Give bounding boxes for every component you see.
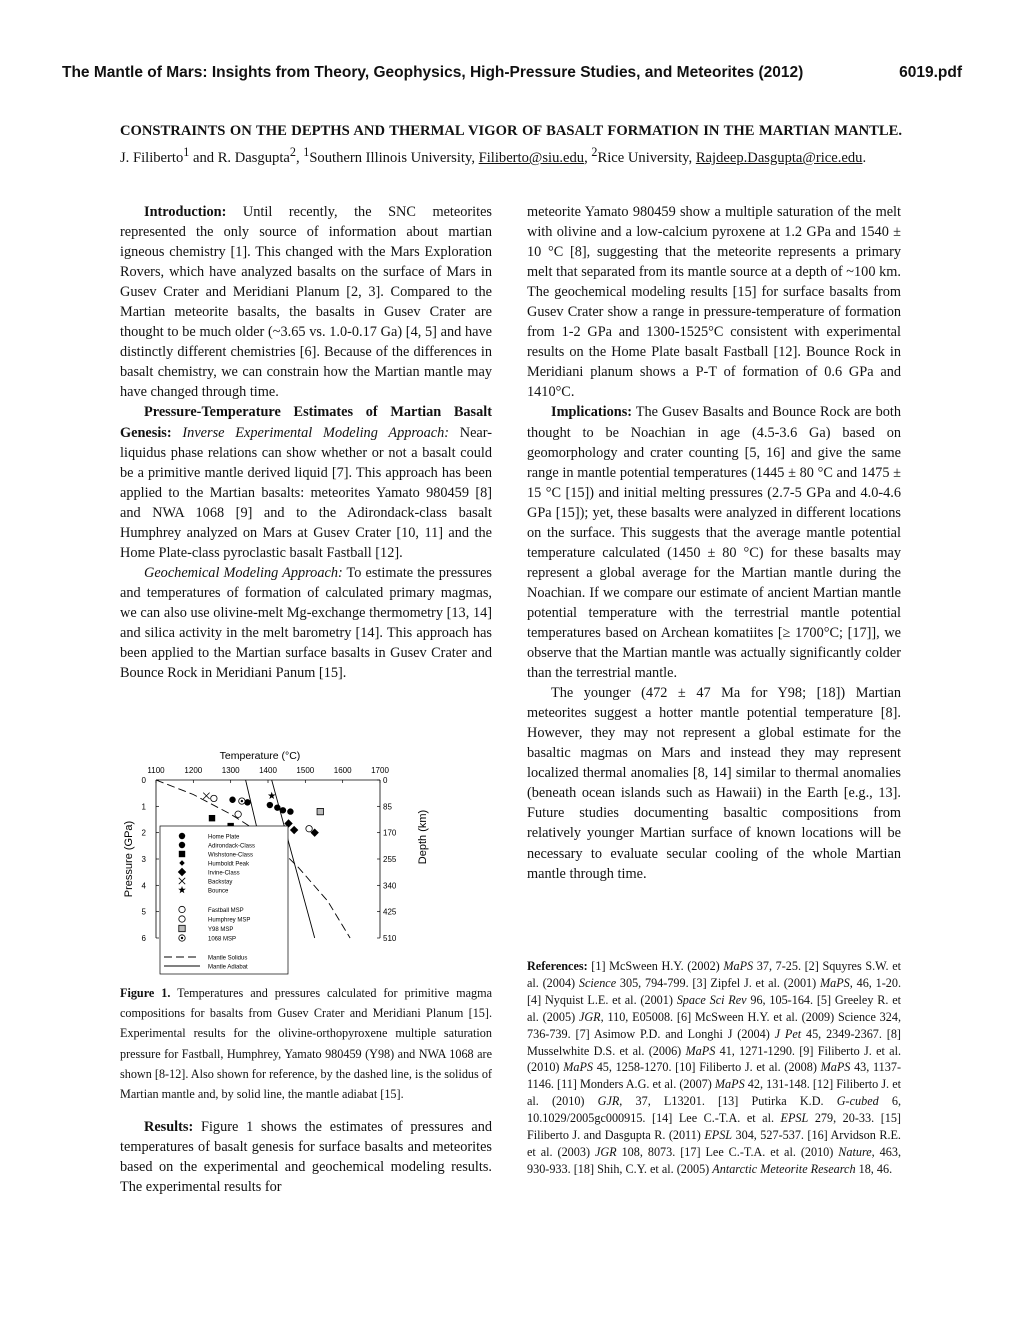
page-header xyxy=(62,64,962,82)
x-axis-title: Temperature (°C) xyxy=(219,750,301,762)
author2-sup: 2 xyxy=(289,145,296,159)
implications-text: The Gusev Basalts and Bounce Rock are both thought to be Noachian in age (4.5-3.6 Ga) based on geomorphology and crater counting [5, 16] and give the same range in mantle potential temperatures (1445 ± 80 °C and 1475 ± 15 °C [15]) and initial melting pressures (2.7-5 GPa and 4.0-4.6 GPa [15]); yet, these basalts were analyzed in different locations on the surface. This suggests that the average mantle potential temperature calculated (1450 ± 80 °C) for these basalts may represent a global average for the Martian mantle during the Noachian. If we compare our estimate of ancient Martian mantle potential temperature with the terrestrial mantle potential temperatures based on Archean komatiites [≥ 1700°C; [17]], we observe that the Martian mantle was actually significantly colder than the terrestrial mantle. xyxy=(527,404,901,682)
x-tick-label: 1600 xyxy=(333,766,352,775)
legend-label: Wishstone-Class xyxy=(208,852,254,859)
right-column xyxy=(527,202,901,884)
ref-journal: JGR, xyxy=(578,1009,604,1024)
ref-text: 96, 105-164. [5] Greeley R. et al. (2005) xyxy=(527,992,901,1024)
left-column xyxy=(120,202,492,683)
affiliation-1: Southern Illinois University, xyxy=(309,149,479,166)
authors: J. Filiberto xyxy=(120,149,184,166)
ref-journal: MaPS, xyxy=(819,975,853,990)
y-tick-label: 3 xyxy=(141,855,146,864)
aff1-sup: 1 xyxy=(303,145,310,159)
x-tick-label: 1200 xyxy=(184,766,203,775)
pt-chart xyxy=(118,742,458,977)
results-text: Figure 1 shows the estimates of pressures and temperatures of basalt genesis for surface basalts and meteorites based on the experimental and geochemical modeling results. The experimental results for xyxy=(120,1119,492,1196)
conference-title: The Mantle of Mars: Insights from Theory, Geophysics, High-Pressure Studies, and Meteorites (2012) xyxy=(62,64,804,81)
legend-marker xyxy=(179,906,185,912)
geo-heading: Geochemical Modeling Approach: xyxy=(144,564,343,581)
ref-journal: EPSL xyxy=(780,1111,809,1126)
right-paragraph-3: The younger (472 ± 47 Ma for Y98; [18]) Martian meteorites suggest a hotter mantle potential temperature [8]. However, they may not represent a global estimate for the basaltic magmas on Mars and instead they may represent localized thermal anomalies [8, 14] similar to thermal anomalies (beneath ocean islands such as Hawaii) in the Earth [e.g., 13]. Future studies documenting basaltic compositions from relatively younger Martian surface of known locations will be necessary to evaluate secular cooling of the whole Martian mantle through time. xyxy=(527,685,901,882)
ref-journal: G-cubed xyxy=(836,1094,879,1109)
y2-tick-label: 170 xyxy=(383,828,397,838)
y2-tick-label: 255 xyxy=(383,855,397,864)
data-point-bounce xyxy=(268,792,276,799)
y-tick-label: 1 xyxy=(141,802,146,812)
data-point-adirondack-class xyxy=(267,802,273,808)
ref-text: 108, 8073. [17] Lee C.-T.A. et al. (2010) xyxy=(616,1144,839,1159)
intro-paragraph xyxy=(120,202,492,402)
data-point-irvine-class xyxy=(290,826,298,834)
y-tick-label: 4 xyxy=(141,881,146,891)
ref-text: 279, 20-33. [15] Filiberto J. and Dasgupta R. (2011) xyxy=(527,1111,901,1143)
legend-label: Humphrey MSP xyxy=(208,917,251,924)
y-axis-title: Pressure (GPa) xyxy=(123,820,135,898)
figure-caption xyxy=(120,983,492,1104)
legend-label: Mantle Solidus xyxy=(208,955,248,962)
x-tick-label: 1100 xyxy=(147,766,165,775)
references xyxy=(527,958,901,1178)
ref-text: 43, 1137-1146. [11] Monders A.G. et al. (2007) xyxy=(527,1060,902,1092)
affiliation-2: Rice University, xyxy=(597,149,696,166)
ref-text: 18, 46. xyxy=(855,1161,893,1176)
y-tick-label: 0 xyxy=(141,776,146,785)
email-2-link[interactable]: Rajdeep.Dasgupta@rice.edu xyxy=(695,149,863,166)
ref-text: 41, 1271-1290. [9] Filiberto J. et al. (2010) xyxy=(527,1043,901,1075)
ref-text: 37, 7-25. [2] Squyres S.W. et al. (2004) xyxy=(527,959,901,990)
legend-marker xyxy=(179,833,185,839)
ref-journal: J Pet xyxy=(774,1026,802,1041)
abstract-title: CONSTRAINTS ON THE DEPTHS AND THERMAL VIGOR OF BASALT FORMATION IN THE MARTIAN MANTLE. xyxy=(120,123,902,139)
sep2: , xyxy=(584,149,592,166)
ref-text: 46, 1-20. [4] Nyquist L.E. et al. (2001) xyxy=(527,975,901,1007)
ref-journal: MaPS xyxy=(563,1060,593,1075)
x-tick-label: 1400 xyxy=(259,766,277,775)
geo-paragraph xyxy=(120,563,492,683)
y2-tick-label: 425 xyxy=(383,907,397,917)
right-paragraph-1: meteorite Yamato 980459 show a multiple saturation of the melt with olivine and a low-calcium pyroxene at 1.2 GPa and 1540 ± 10 °C [8], suggesting that the meteorite represents a primary melt that separated from its mantle source at a depth of ~100 km. The geochemical modeling results [15] for surface basalts from Gusev Crater show a range in pressure-temperature of formation from 1-2 GPa and 1300-1525°C consistent with experimental results on the Home Plate basalt Fastball [12]. Bounce Rock in Meridiani planum shows a P-T of formation of 0.6 GPa and 1410°C. xyxy=(527,204,901,401)
iem-text: Near-liquidus phase relations can show whether or not a basalt could be a primitive mantle derived liquid [7]. This approach has been applied to the Martian basalts: meteorites Yamato 980459 [8] and NWA 1068 [9] and to the Adirondack-class basalt Humphrey analyzed on Mars at Gusev Crater [10, 11] and the Home Plate-class pyroclastic basalt Fastball [12]. xyxy=(120,424,493,561)
y2-tick-label: 340 xyxy=(383,881,397,891)
ref-text: 305, 794-799. [3] Zipfel J. et al. (2001) xyxy=(616,975,820,990)
legend-label: Bounce xyxy=(208,888,229,895)
legend-label: Home Plate xyxy=(208,834,240,841)
implications-heading: Implications: xyxy=(551,404,633,421)
data-point-adirondack-class xyxy=(280,807,286,813)
legend-label: Fastball MSP xyxy=(208,908,244,914)
legend-marker xyxy=(179,925,185,931)
y2-tick-label: 0 xyxy=(383,776,388,785)
x-tick-label: 1300 xyxy=(221,766,240,775)
x-tick-label: 1500 xyxy=(296,766,315,775)
caption-text: Temperatures and pressures calculated for primitive magma compositions for basalts from Gusev Crater and Meridiani Planum [15]. Experimental results for the olivine-orthopyroxene multiple saturation pressure for Fastball, Humphrey, Yamato 980459 (Y98) and NWA 1068 are shown [8-12]. Also shown for reference, by the dashed line, is the solidus of Martian mantle and, by solid line, the mantle adiabat [15]. xyxy=(120,986,492,1102)
ref-text: 37, L13201. [13] Putirka K.D. xyxy=(622,1094,837,1109)
ref-journal: Antarctic Meteorite Research xyxy=(712,1161,856,1176)
data-point-fastball-msp xyxy=(211,795,217,801)
data-point-1068-msp-center xyxy=(241,800,243,802)
legend-label: Mantle Adiabat xyxy=(208,964,248,971)
ref-journal: Nature, xyxy=(838,1144,875,1159)
aff2-sup: 2 xyxy=(591,145,598,159)
intro-text: Until recently, the SNC meteorites represented the only source of information about martian igneous chemistry [1]. This changed with the Mars Exploration Rovers, which have analyzed basalts on the surface of Mars in Gusev Crater and Meridiani Planum [2, 3]. Compared to the Martian meteorite basalts, the basalts in Gusev Crater are thought to be much older (~3.65 vs. 1.0-0.17 Ga) [4, 5] and have distinctly different chemistries [6]. Because of the differences in basalt chemistry, we can constrain how the Martian mantle may have changed through time. xyxy=(120,204,492,401)
legend-label: Backstay xyxy=(208,879,233,886)
iem-heading: Inverse Experimental Modeling Approach: xyxy=(182,424,449,441)
legend-label: Y98 MSP xyxy=(208,927,234,933)
ref-journal: MaPS xyxy=(820,1060,851,1075)
results-heading: Results: xyxy=(144,1119,194,1135)
y2-tick-label: 510 xyxy=(383,934,397,943)
ref-text: 45, 2349-2367. [8] Musselwhite D.S. et al. (2006) xyxy=(527,1026,901,1058)
ref-journal: MaPS xyxy=(714,1077,745,1092)
data-point-wishstone-class xyxy=(209,815,215,821)
legend-label: Humboldt Peak xyxy=(208,861,250,868)
y2-tick-label: 85 xyxy=(383,802,392,812)
ref-text: [1] McSween H.Y. (2002) xyxy=(587,959,724,973)
results-section xyxy=(120,1117,492,1197)
legend-label: 1068 MSP xyxy=(208,936,237,943)
ref-journal: JGR xyxy=(594,1144,617,1159)
pt-heading: Pressure-Temperature Estimates of Martian Basalt Genesis: xyxy=(120,404,492,441)
abstract-title-block xyxy=(120,121,902,169)
authors-and: and R. Dasgupta xyxy=(189,149,290,166)
implications-paragraph xyxy=(527,402,901,683)
ref-journal: MaPS xyxy=(685,1043,716,1058)
ref-journal: EPSL xyxy=(704,1128,733,1143)
legend-marker xyxy=(179,851,185,857)
ref-journal: GJR, xyxy=(597,1094,623,1109)
pt-heading-paragraph xyxy=(120,402,492,562)
ref-text: 463, 930-933. [18] Shih, C.Y. et al. (2005) xyxy=(527,1144,901,1176)
geo-text: To estimate the pressures and temperatures of formation of calculated primary magmas, we can also use olivine-melt Mg-exchange thermometry [13, 14] and silica activity in the melt barometry [14]. This approach has been applied to the Martian surface basalts in Gusev Crater and Bounce Rock in Meridiani Panum [15]. xyxy=(120,564,492,682)
ref-journal: MaPS xyxy=(723,959,754,973)
period: . xyxy=(862,149,867,166)
figure-1 xyxy=(118,742,458,977)
y-tick-label: 6 xyxy=(141,934,146,943)
results-paragraph xyxy=(120,1117,492,1197)
pdf-id: 6019.pdf xyxy=(899,64,962,81)
data-point-humphrey-msp xyxy=(235,811,241,817)
author1-sup: 1 xyxy=(183,145,190,159)
legend-label: Adirondack-Class xyxy=(208,843,256,850)
caption-head: Figure 1. xyxy=(120,986,171,1000)
references-heading: References: xyxy=(527,959,588,973)
ref-text: 110, E05008. [6] McSween H.Y. et al. (2009) Science 324, 736-739. [7] Asimow P.D. and Longhi J (2004) xyxy=(527,1009,901,1041)
legend-label: Irvine-Class xyxy=(208,870,240,877)
legend-marker xyxy=(179,842,185,848)
data-point-backstay xyxy=(203,793,209,799)
y-tick-label: 2 xyxy=(141,828,146,838)
ref-journal: Space Sci Rev xyxy=(676,992,747,1007)
sep1: , xyxy=(295,149,304,166)
ref-journal: Science xyxy=(578,975,617,990)
legend-marker-center xyxy=(181,937,183,939)
data-point-adirondack-class xyxy=(274,804,280,810)
ref-text: 45, 1258-1270. [10] Filiberto J. et al. (2008) xyxy=(593,1060,821,1075)
x-tick-label: 1700 xyxy=(371,766,389,775)
ref-text: 6, 10.1029/2005gc000915. [14] Lee C.-T.A. et al. xyxy=(527,1094,902,1126)
y2-axis-title: Depth (km) xyxy=(417,809,429,865)
data-point-fastball-msp xyxy=(306,826,312,832)
data-point-adirondack-class xyxy=(287,808,293,814)
intro-heading: Introduction: xyxy=(144,204,227,220)
data-point-home-plate xyxy=(229,797,235,803)
ref-text: 304, 527-537. [16] Arvidson R.E. et al. (2003) xyxy=(527,1128,901,1159)
ref-text: 42, 131-148. [12] Filiberto J. et al. (2010) xyxy=(527,1077,901,1109)
y-tick-label: 5 xyxy=(141,907,146,917)
legend-marker xyxy=(179,916,185,922)
data-point-y98-msp xyxy=(317,808,323,814)
email-1-link[interactable]: Filiberto@siu.edu xyxy=(478,149,585,166)
